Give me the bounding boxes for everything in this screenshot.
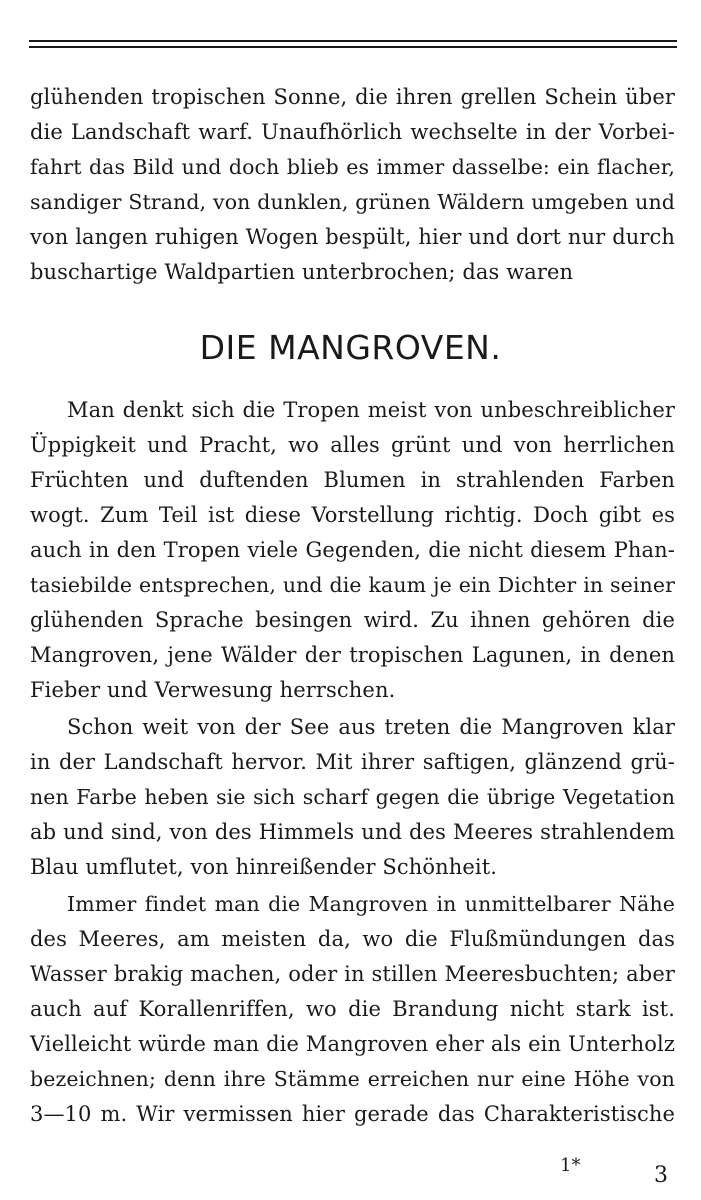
p3-line-6: bezeichnen; denn ihre Stämme erreichen nur eine Höhe von (30, 1067, 675, 1091)
p1-line-4: wogt. Zum Teil ist diese Vorstellung richtig. Doch gibt es (30, 503, 675, 527)
intro-line-3: fahrt das Bild und doch blieb es immer dasselbe: ein flacher, (30, 155, 675, 179)
p3-line-7: 3—10 m. Wir vermissen hier gerade das Charakteristische (30, 1102, 675, 1126)
p2-line-5: Blau umflutet, von hinreißender Schönheit. (30, 855, 498, 879)
p2-line-3: nen Farbe heben sie sich scharf gegen die übrige Vegetation (30, 785, 675, 809)
intro-line-6: buschartige Waldpartien unterbrochen; das waren (30, 260, 574, 284)
p1-line-2: Üppigkeit und Pracht, wo alles grünt und von herrlichen (30, 433, 675, 457)
intro-line-5: von langen ruhigen Wogen bespült, hier und dort nur durch (30, 225, 675, 249)
p3-line-4: auch auf Korallenriffen, wo die Brandung nicht stark ist. (30, 997, 675, 1021)
p3-line-2: des Meeres, am meisten da, wo die Flußmündungen das (30, 927, 675, 951)
p1-line-9: Fieber und Verwesung herrschen. (30, 678, 396, 702)
p1-line-3: Früchten und duftenden Blumen in strahlenden Farben (30, 468, 675, 492)
chapter-heading: DIE MANGROVEN. (199, 328, 502, 367)
p1-line-6: tasiebilde entsprechen, und die kaum je ein Dichter in seiner (30, 573, 675, 597)
header-rule-top (29, 40, 677, 42)
p1-line-1: Man denkt sich die Tropen meist von unbeschreiblicher (67, 398, 675, 422)
p2-line-4: ab und sind, von des Himmels und des Meeres strahlendem (30, 820, 675, 844)
p1-line-7: glühenden Sprache besingen wird. Zu ihnen gehören die (30, 608, 675, 632)
intro-line-1: glühenden tropischen Sonne, die ihren grellen Schein über (30, 85, 675, 109)
intro-line-4: sandiger Strand, von dunklen, grünen Wäldern umgeben und (30, 190, 675, 214)
p3-line-5: Vielleicht würde man die Mangroven eher als ein Unterholz (30, 1032, 675, 1056)
p1-line-5: auch in den Tropen viele Gegenden, die nicht diesem Phan- (30, 538, 675, 562)
p3-line-1: Immer findet man die Mangroven in unmittelbarer Nähe (67, 892, 675, 916)
intro-line-2: die Landschaft warf. Unaufhörlich wechselte in der Vorbei- (30, 120, 675, 144)
page-number: 3 (654, 1163, 668, 1188)
signature-mark: 1* (560, 1155, 581, 1176)
p1-line-8: Mangroven, jene Wälder der tropischen Lagunen, in denen (30, 643, 675, 667)
header-rule-bottom (29, 46, 677, 48)
p2-line-1: Schon weit von der See aus treten die Mangroven klar (67, 715, 675, 739)
p3-line-3: Wasser brakig machen, oder in stillen Meeresbuchten; aber (30, 962, 675, 986)
p2-line-2: in der Landschaft hervor. Mit ihrer saftigen, glänzend grü- (30, 750, 675, 774)
